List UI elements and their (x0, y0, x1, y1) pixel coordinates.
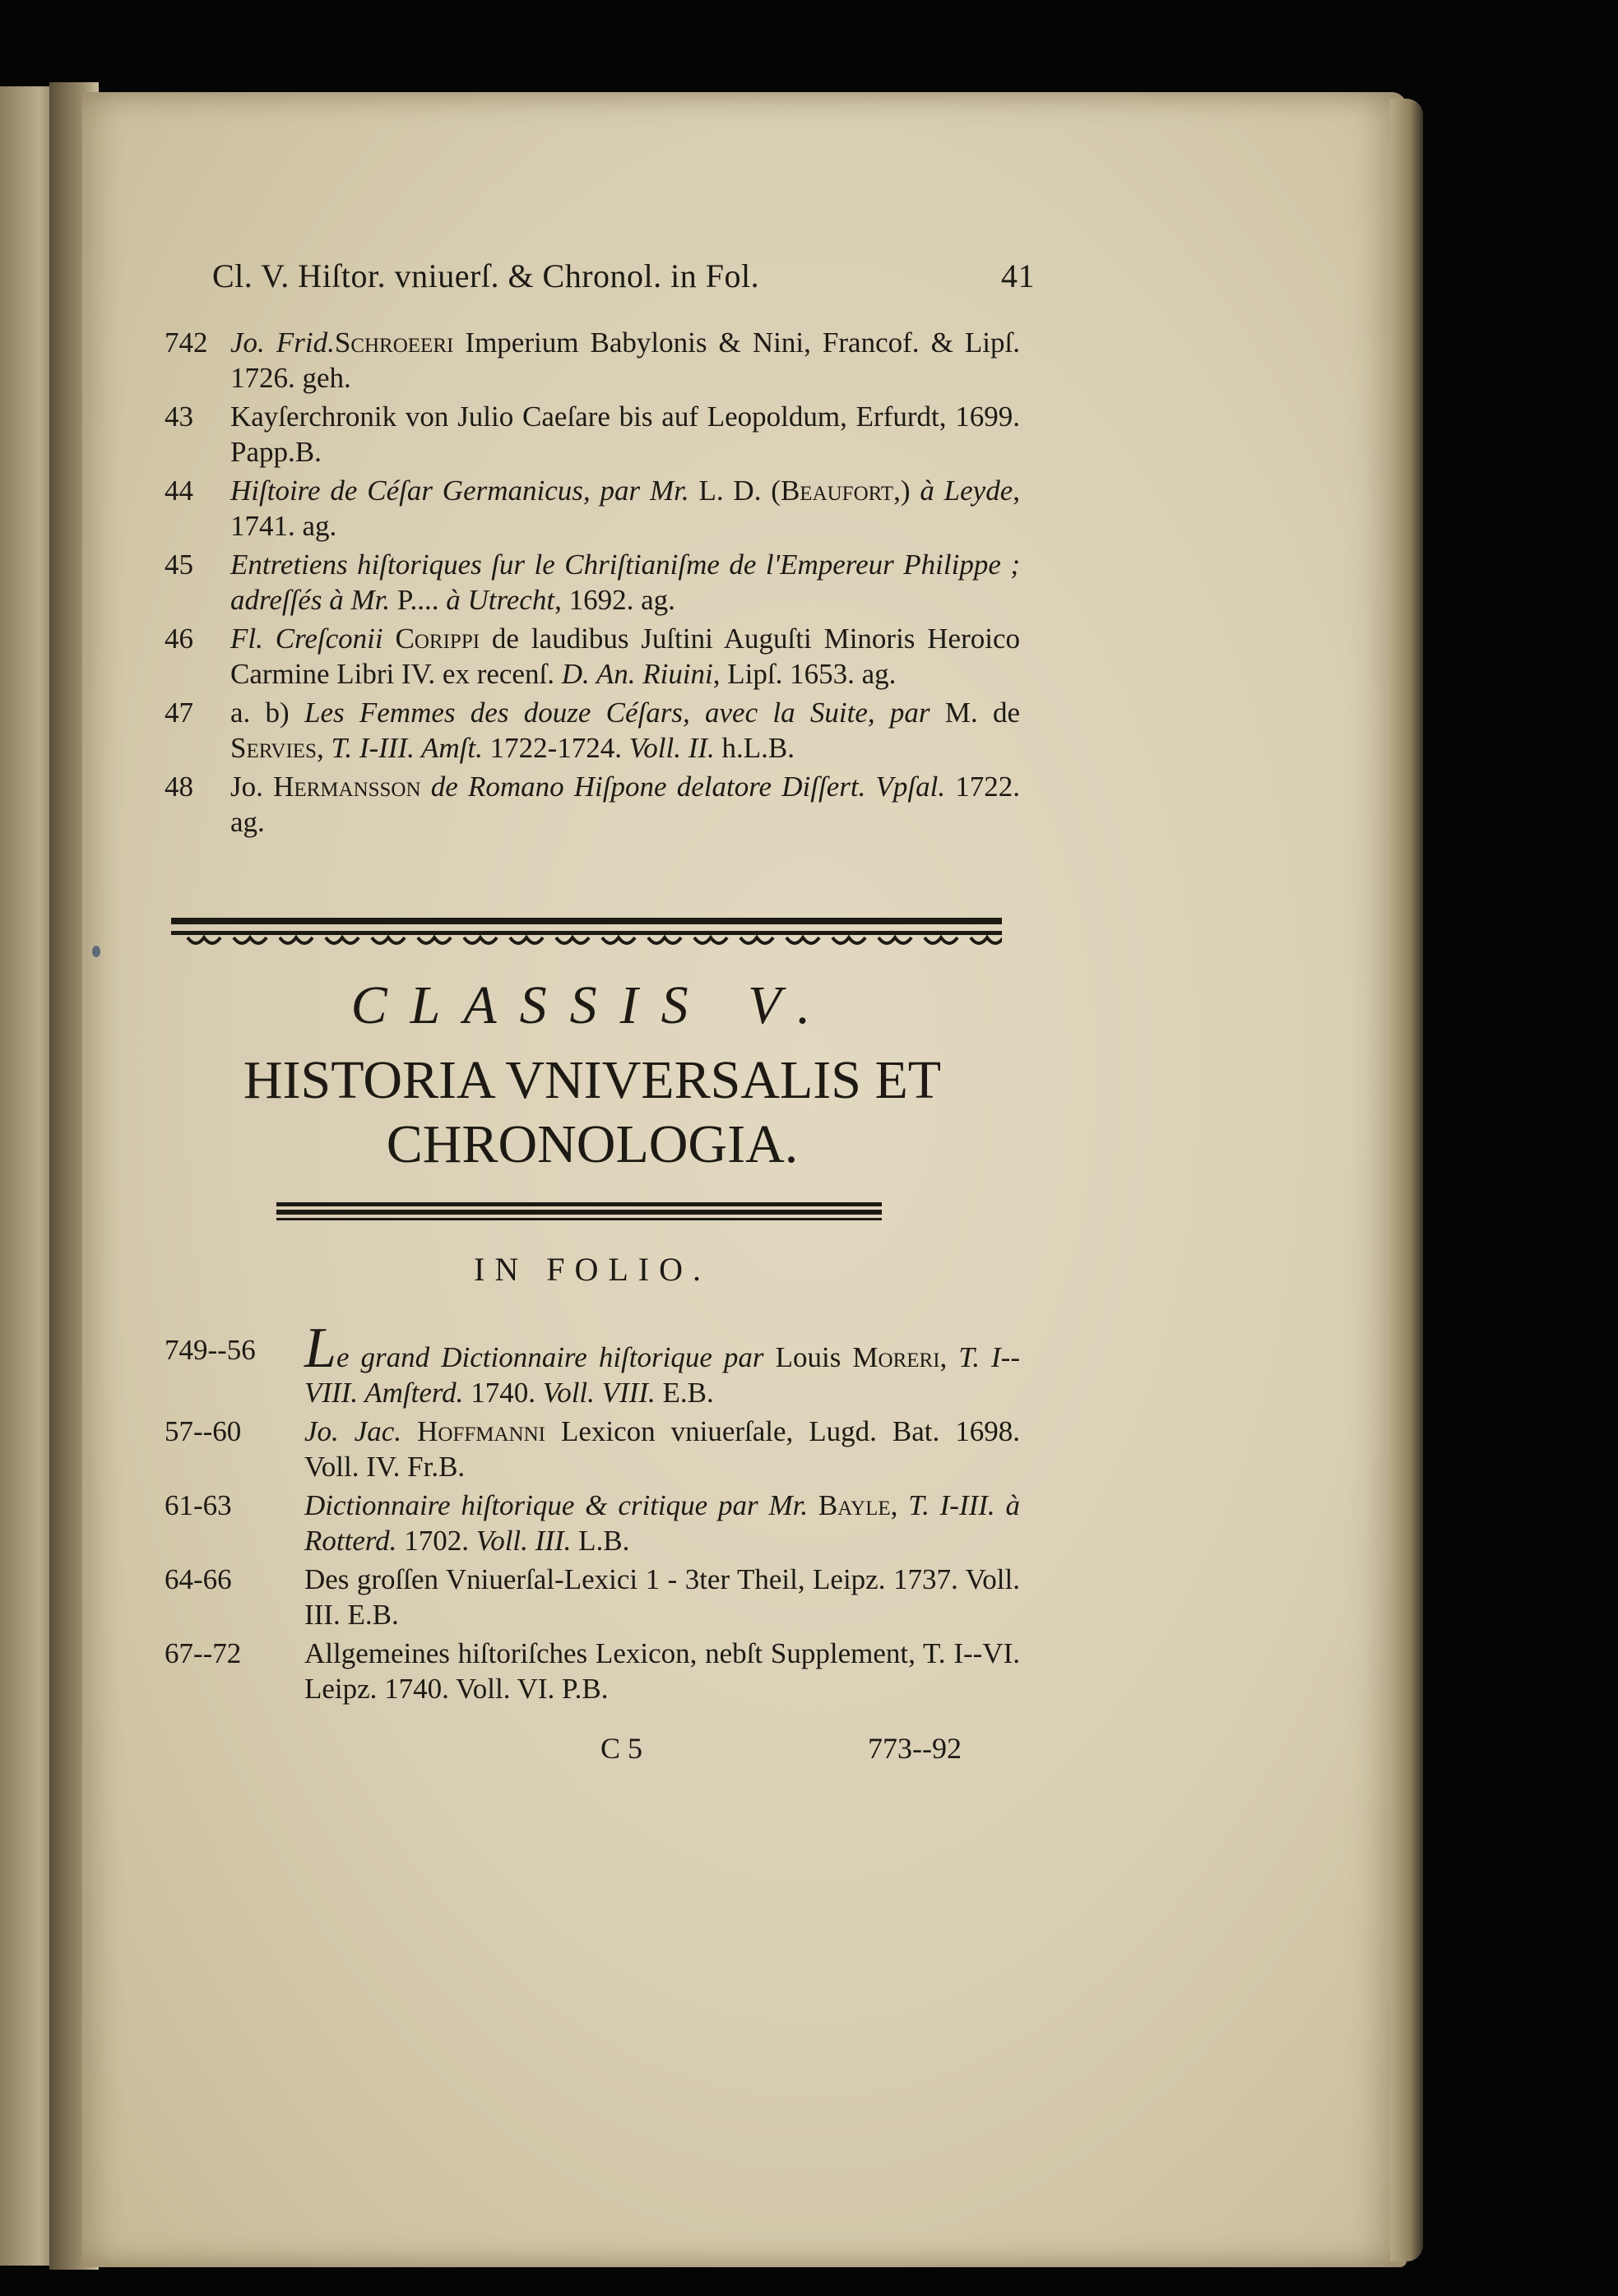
entry-text: Moreri (852, 1341, 940, 1373)
signature-mark: C 5 (600, 1732, 643, 1765)
entry-text: 1722. ag. (230, 771, 1021, 838)
ornamental-border (171, 913, 1002, 954)
entry-text: Les Femmes des douze Céſars, avec la Suite, par (304, 697, 930, 729)
entry-text: Bayle (818, 1489, 891, 1521)
catalog-entry (165, 621, 1020, 692)
entry-text (383, 623, 396, 655)
entry-list-top (165, 325, 1020, 843)
entry-text: Corippi (395, 623, 480, 655)
entry-text: Hoffmanni (417, 1415, 545, 1447)
entry-text: Fl. Creſconii (230, 623, 383, 655)
entry-text: , (890, 1489, 909, 1521)
entry-text: Voll. VIII. (542, 1377, 656, 1409)
page-fore-edge (1390, 99, 1423, 2261)
entry-text: L. D. ( (688, 474, 781, 507)
entry-text: L (304, 1317, 336, 1380)
entry-text: Louis (763, 1341, 853, 1373)
entry-text: 1702. (396, 1525, 476, 1557)
entry-text: Voll. III. (475, 1525, 572, 1557)
entry-text: M. de (930, 697, 1020, 729)
entry-list-folio (165, 1317, 1021, 1710)
catalog-entry (165, 769, 1020, 840)
entry-text: Jo. Frid. (230, 326, 335, 359)
catalog-entry (165, 1562, 1020, 1632)
entry-text: 1740. (463, 1377, 543, 1409)
entry-number: 43 (165, 400, 193, 433)
entry-text: de laudibus Juſtini Auguſti Minoris Heroico Carmine Libri IV. ex recenſ. (230, 623, 1021, 690)
entry-text: Imperium Babylonis & Nini, Francof. & Lipſ. 1726. geh. (230, 326, 1021, 394)
entry-text (401, 1415, 417, 1447)
entry-number: 64-66 (165, 1563, 232, 1595)
entry-number: 48 (165, 771, 193, 803)
catalog-entry (165, 399, 1020, 470)
entry-number: 46 (165, 623, 193, 655)
entry-text: D. An. Riuini (561, 658, 713, 690)
running-head-text: Cl. V. Hiſtor. vniuerſ. & Chronol. in Fol. (212, 257, 760, 294)
entry-number: 61-63 (165, 1489, 232, 1521)
entry-text: T. I--VIII. Amſterd. (304, 1341, 1020, 1409)
entry-number: 749--56 (165, 1334, 256, 1366)
entry-text: Jo. Jac. (304, 1415, 402, 1447)
entry-number: 45 (165, 549, 193, 581)
entry-text: 1722-1724. (482, 732, 629, 764)
entry-text: P.... (390, 584, 447, 616)
subheading-in-folio: IN FOLIO. (474, 1251, 711, 1288)
entry-text: Beaufort (780, 474, 894, 507)
entry-text: Kayſerchronik von Julio Caeſare bis auf Leopoldum, Erfurdt, 1699. Papp.B. (230, 400, 1020, 468)
entry-text: Dictionnaire hiſtorique & critique par Mr. (304, 1489, 809, 1521)
catalog-entry (165, 547, 1020, 618)
entry-text: Jo. (230, 771, 274, 803)
entry-text: a. b) (230, 697, 304, 729)
catalog-entry (165, 1317, 1020, 1410)
entry-text: Schroeeri (334, 326, 454, 359)
entry-text: T. I-III. Amſt. (331, 732, 483, 764)
catalog-entry (165, 695, 1020, 766)
entry-text: , (939, 1341, 959, 1373)
entry-number: 67--72 (165, 1637, 242, 1669)
title-line-2: CHRONOLOGIA. (386, 1114, 799, 1174)
catchword: 773--92 (868, 1732, 962, 1765)
catalog-entry (165, 325, 1020, 396)
entry-text (808, 1489, 818, 1521)
entry-text: , 1692. ag. (554, 584, 675, 616)
double-rule (276, 1202, 882, 1222)
title-line-1: HISTORIA VNIVERSALIS ET (243, 1050, 942, 1110)
entry-text: T. I-III. à Rotterd. (304, 1489, 1020, 1557)
entry-number: 47 (165, 697, 193, 729)
entry-text: Allgemeines hiſtoriſches Lexicon, nebſt Supplement, T. I--VI. Leipz. 1740. Voll. VI. P.B. (304, 1637, 1020, 1705)
entry-text: e grand Dictionnaire hiſtorique par (336, 1341, 764, 1373)
section-title (165, 1048, 1020, 1177)
classis-heading: CLASSIS V. (350, 975, 834, 1035)
entry-number: 57--60 (165, 1415, 242, 1447)
entry-text: Lexicon vniuerſale, Lugd. Bat. 1698. Voll. IV. Fr.B. (304, 1415, 1021, 1483)
entry-text: à Utrecht (446, 584, 555, 616)
catalog-entry (165, 473, 1020, 544)
entry-text: Entretiens hiſtoriques ſur le Chriſtianiſme de l'Empereur Philippe ; adreſſés à Mr. (230, 549, 1020, 616)
entry-text: à Leyde (920, 474, 1013, 507)
entry-text: L.B. (571, 1525, 630, 1557)
entry-text: , 1741. ag. (230, 474, 1021, 542)
entry-number: 742 (165, 326, 208, 359)
entry-text: de Romano Hiſpone delatore Diſſert. Vpſal. (430, 771, 946, 803)
running-head (212, 257, 1035, 306)
paper-hole (92, 946, 100, 957)
entry-text: Des groſſen Vniuerſal-Lexici 1 - 3ter Theil, Leipz. 1737. Voll. III. E.B. (304, 1563, 1020, 1631)
entry-number: 44 (165, 474, 193, 507)
entry-text: h.L.B. (714, 732, 795, 764)
entry-text: Voll. II. (628, 732, 715, 764)
entry-text: , (316, 732, 331, 764)
entry-text: Hermansson (273, 771, 421, 803)
entry-text: ,) (893, 474, 920, 507)
catalog-entry (165, 1488, 1020, 1558)
catalog-entry (165, 1414, 1020, 1484)
entry-text: Hiſtoire de Céſar Germanicus, par Mr. (230, 474, 689, 507)
entry-text: , Lipſ. 1653. ag. (712, 658, 897, 690)
entry-text: Servies (230, 732, 317, 764)
entry-text: E.B. (655, 1377, 714, 1409)
entry-text (421, 771, 431, 803)
page-number: 41 (1001, 257, 1035, 294)
catalog-entry (165, 1636, 1020, 1706)
